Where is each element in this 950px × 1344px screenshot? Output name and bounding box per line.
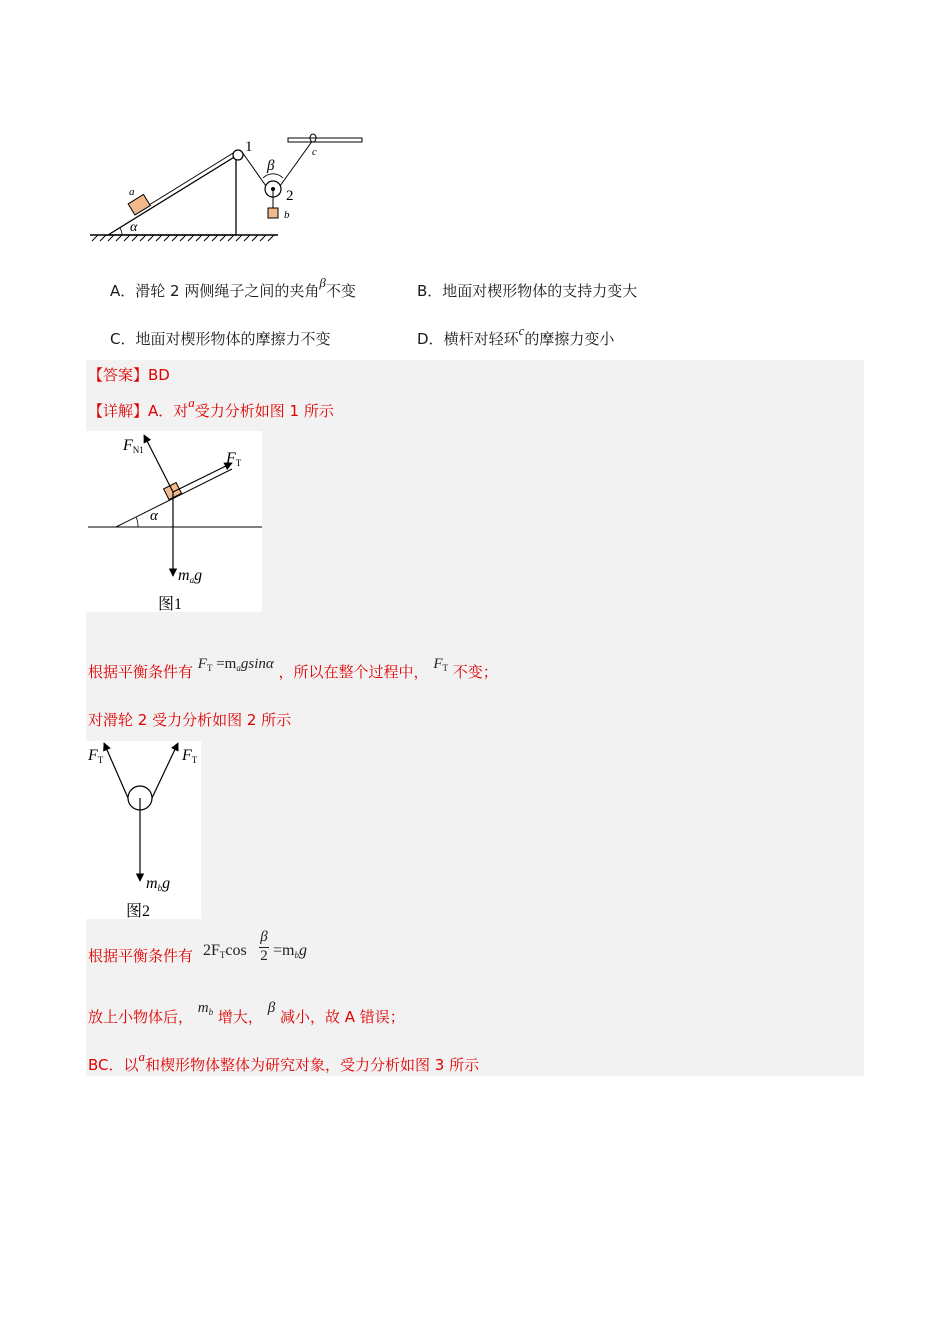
conclusion-a-mid: 增大， (217, 1008, 263, 1026)
figure-2-diagram (86, 741, 201, 919)
eq2-prefix: 根据平衡条件有 (88, 947, 194, 965)
conclusion-a-beta: β (267, 1000, 276, 1016)
option-a (110, 275, 356, 302)
option-a-symbol: β (319, 275, 326, 290)
conclusion-a-prefix: 放上小物体后， (88, 1008, 194, 1026)
option-d (417, 323, 615, 350)
bc-symbol: a (138, 1049, 146, 1064)
label-2: 2 (286, 188, 294, 204)
eq1-prefix: 根据平衡条件有 (88, 663, 194, 681)
option-c (110, 329, 331, 349)
label-alpha: α (130, 220, 138, 235)
figure-2-caption: 图2 (126, 903, 151, 920)
fn1-label: FN1 (123, 437, 144, 455)
option-a-text: 滑轮 2 两侧绳子之间的夹角 (135, 282, 320, 300)
conclusion-a-mb: $m_b$ (197, 1000, 214, 1017)
figure-1 (86, 431, 262, 612)
bc-prefix: BC．以 (88, 1056, 139, 1074)
incline-pulley-diagram (86, 128, 376, 248)
mbg-label: mbg (146, 875, 171, 893)
ft-left-label: FT (88, 747, 104, 765)
option-d-text: 横杆对轻环 (443, 330, 519, 348)
bc-suffix: 和楔形物体整体为研究对象，受力分析如图 3 所示 (145, 1056, 480, 1074)
detail-a-symbol: a (188, 395, 195, 410)
option-b (417, 281, 637, 301)
eq1-suffix: 不变； (452, 663, 498, 681)
alpha-label: α (150, 508, 158, 524)
option-c-label: C． (110, 330, 136, 348)
figure-2 (86, 741, 201, 919)
label-c: c (312, 146, 317, 158)
ft-right-label: FT (182, 747, 198, 765)
option-a-text-after: 不变 (325, 282, 356, 300)
answer-value: BD (148, 366, 170, 384)
label-a: a (129, 186, 135, 198)
top-figure (86, 128, 376, 248)
label-b: b (284, 209, 290, 221)
mag-label: mag (178, 567, 203, 585)
detail-2-line: 对滑轮 2 受力分析如图 2 所示 (88, 711, 292, 729)
option-b-label: B． (417, 282, 443, 300)
detail-a-line (88, 395, 334, 422)
option-d-label: D． (417, 330, 444, 348)
figure-1-caption: 图1 (158, 596, 183, 613)
option-d-symbol: c (518, 323, 525, 338)
answer-line (88, 365, 170, 385)
detail-a-suffix: 受力分析如图 1 所示 (194, 402, 334, 420)
label-1: 1 (245, 139, 253, 155)
option-b-text: 地面对楔形物体的支持力变大 (442, 282, 638, 300)
eq1-middle: ，所以在整个过程中， (278, 663, 429, 681)
option-d-text-after: 的摩擦力变小 (524, 330, 615, 348)
eq1-line (88, 656, 498, 684)
bc-line (88, 1049, 480, 1076)
ft-label: FT (226, 450, 242, 468)
conclusion-a-suffix: 减小，故 A 错误； (279, 1008, 405, 1026)
eq1-formula: $F_T =m_agsin\alpha$ (197, 656, 274, 673)
answer-tag: 【答案】 (88, 366, 149, 384)
detail-a-prefix: A．对 (148, 402, 189, 420)
eq2-line (88, 946, 193, 966)
detail-tag: 【详解】 (88, 402, 149, 420)
option-c-text: 地面对楔形物体的摩擦力不变 (135, 330, 331, 348)
conclusion-a-line (88, 1000, 405, 1029)
label-beta: β (267, 158, 275, 174)
eq1-ft: $F_T$ (433, 656, 448, 673)
option-a-label: A． (110, 282, 136, 300)
